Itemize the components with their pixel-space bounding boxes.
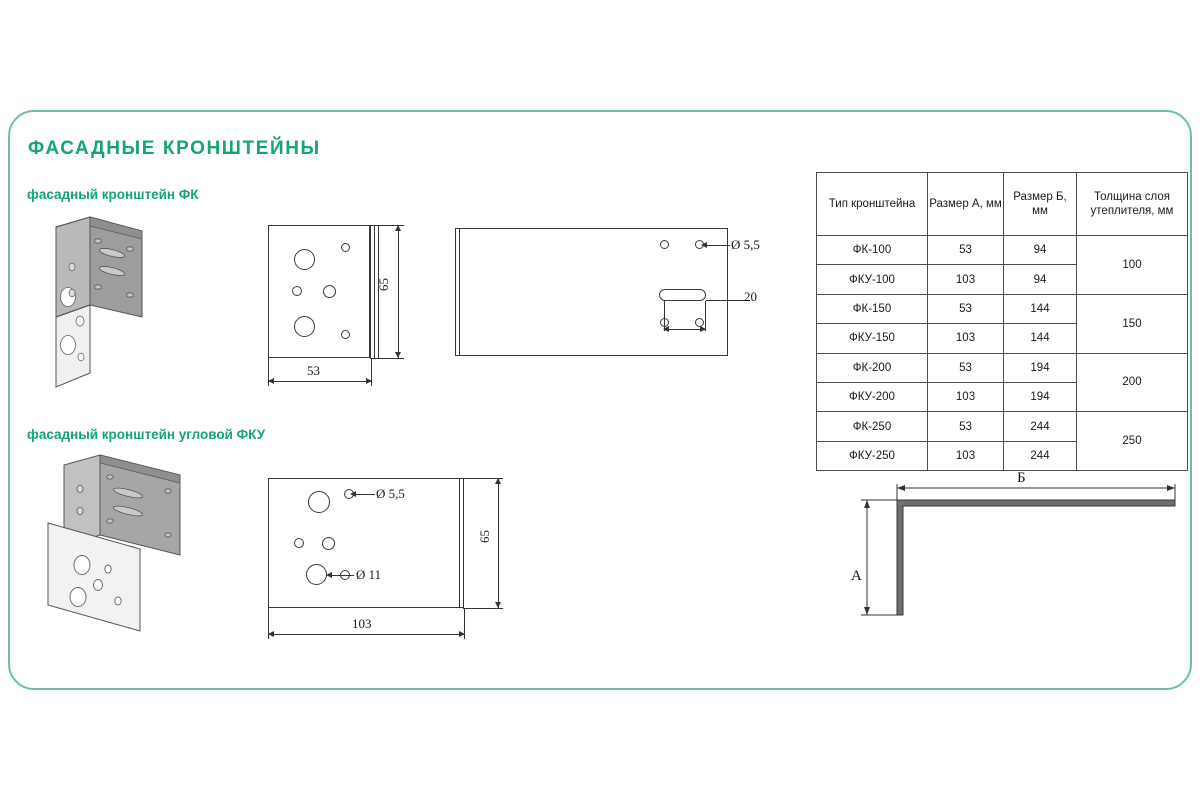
dim-width-line — [268, 634, 465, 635]
cell-a: 103 — [928, 265, 1004, 294]
dim-ext-line — [268, 358, 269, 386]
cell-a: 53 — [928, 412, 1004, 441]
section-title-fku: фасадный кронштейн угловой ФКУ — [27, 427, 266, 442]
leader-arrow — [326, 572, 332, 578]
fk-bend-line-2 — [378, 225, 379, 358]
table-row — [817, 353, 1188, 382]
dim-label-20: 20 — [744, 289, 757, 304]
hole-large — [306, 564, 327, 585]
cell-b: 94 — [1004, 265, 1077, 294]
cell-type: ФКУ-250 — [817, 441, 928, 470]
header-type: Тип кронштейна — [817, 173, 928, 236]
dim-ext-line — [370, 225, 404, 226]
cell-thickness: 150 — [1077, 294, 1188, 353]
dim-ext-line — [370, 358, 404, 359]
profile-shape — [897, 500, 1175, 615]
fk-front-plate — [268, 225, 370, 358]
dim-ext-line — [268, 608, 269, 639]
dim-width-line — [268, 381, 372, 382]
cell-type: ФКУ-200 — [817, 382, 928, 411]
fk-side-fold-line — [459, 228, 460, 356]
cell-b: 244 — [1004, 412, 1077, 441]
cell-type: ФКУ-100 — [817, 265, 928, 294]
table-row — [817, 412, 1188, 441]
dim-ext-line — [664, 301, 665, 331]
fku-bend-line-2 — [463, 478, 464, 608]
isometric-view-fku — [20, 445, 250, 665]
dim-label-height-65: 65 — [477, 530, 492, 543]
dim-height-line — [498, 478, 499, 608]
hole-small — [660, 240, 669, 249]
cell-type: ФК-250 — [817, 412, 928, 441]
dim-label-height-65: 65 — [376, 278, 391, 291]
slot-20mm — [659, 289, 706, 301]
fk-front-plate-edge — [370, 225, 371, 358]
cell-b: 244 — [1004, 441, 1077, 470]
dim-height-line — [398, 225, 399, 358]
dim-ext-line — [705, 301, 706, 331]
hole-large — [294, 316, 315, 337]
dim-label-b: Б — [1017, 470, 1026, 486]
cell-a: 103 — [928, 441, 1004, 470]
hole-small — [292, 286, 302, 296]
table-row — [817, 294, 1188, 323]
cell-a: 53 — [928, 236, 1004, 265]
cell-b: 144 — [1004, 324, 1077, 353]
cell-thickness: 200 — [1077, 353, 1188, 412]
cell-b: 94 — [1004, 236, 1077, 265]
cell-type: ФКУ-150 — [817, 324, 928, 353]
cell-type: ФК-100 — [817, 236, 928, 265]
fku-bend-line-1 — [459, 478, 460, 608]
cell-a: 103 — [928, 324, 1004, 353]
header-size-b: Размер Б, мм — [1004, 173, 1077, 236]
fk-bend-line-1 — [374, 225, 375, 358]
hole-large — [294, 249, 315, 270]
dim-ext-line — [464, 608, 465, 639]
cell-b: 194 — [1004, 382, 1077, 411]
cell-b: 144 — [1004, 294, 1077, 323]
hole-small — [341, 330, 350, 339]
dim-ext-line — [371, 358, 372, 386]
cell-a: 53 — [928, 353, 1004, 382]
dim-label-diameter-11: Ø 11 — [356, 567, 382, 582]
cell-type: ФК-200 — [817, 353, 928, 382]
header-thickness: Толщина слоя утеплителя, мм — [1077, 173, 1188, 236]
cell-a: 53 — [928, 294, 1004, 323]
dim-label-width-53: 53 — [307, 363, 320, 378]
profile-l-drawing — [845, 480, 1185, 640]
cell-b: 194 — [1004, 353, 1077, 382]
fku-isometric-svg — [20, 445, 250, 660]
dim-ext-line — [463, 478, 503, 479]
dim-label-a: А — [851, 568, 862, 584]
dim-ext-line — [463, 608, 503, 609]
isometric-view-fk — [20, 205, 230, 410]
header-size-a: Размер А, мм — [928, 173, 1004, 236]
hole-small — [341, 243, 350, 252]
cell-thickness: 250 — [1077, 412, 1188, 471]
cell-type: ФК-150 — [817, 294, 928, 323]
cell-thickness: 100 — [1077, 236, 1188, 295]
section-title-fk: фасадный кронштейн ФК — [27, 187, 199, 202]
cell-a: 103 — [928, 382, 1004, 411]
leader-arrow — [350, 491, 356, 497]
specification-table — [816, 172, 1188, 471]
hole-small — [294, 538, 304, 548]
hole-medium — [322, 537, 335, 550]
leader-line — [353, 494, 375, 495]
hole-medium — [323, 285, 336, 298]
leader-arrow — [701, 242, 707, 248]
page-title: ФАСАДНЫЕ КРОНШТЕЙНЫ — [28, 138, 321, 159]
leader-line — [704, 245, 730, 246]
fk-isometric-svg — [20, 205, 230, 405]
hole-large — [308, 491, 330, 513]
dim-label-diameter-55: Ø 5,5 — [731, 237, 760, 252]
table-row — [817, 236, 1188, 265]
table-header-row — [817, 173, 1188, 236]
dim-label-diameter-55: Ø 5,5 — [376, 486, 405, 501]
dim-label-width-103: 103 — [352, 616, 372, 631]
